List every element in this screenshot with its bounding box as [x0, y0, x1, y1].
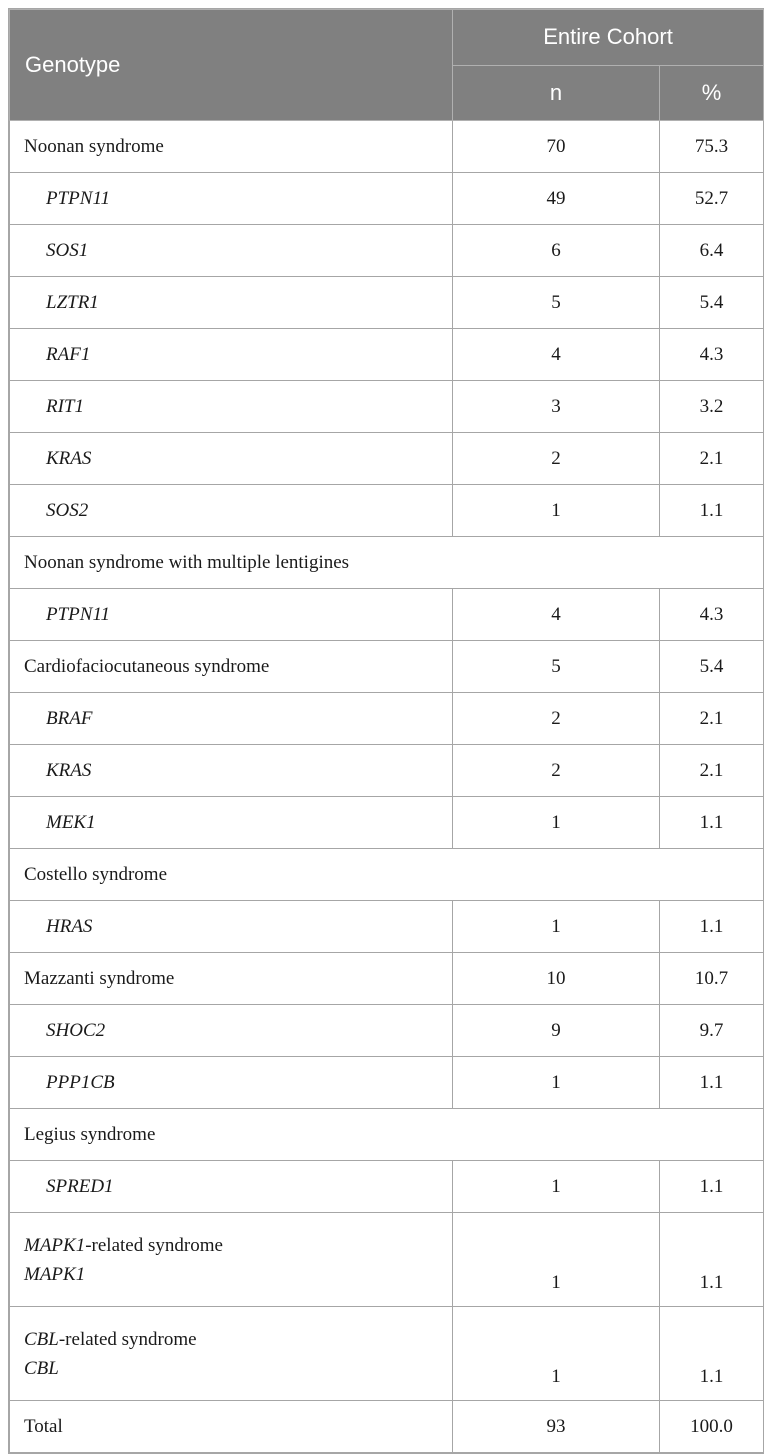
gene-label: SPRED1 [10, 1161, 453, 1213]
percent-cell: 1.1 [660, 485, 764, 537]
percent-cell: 100.0 [660, 1401, 764, 1453]
syndrome-gene-prefix: MAPK1 [24, 1234, 86, 1256]
gene-row [10, 381, 764, 433]
gene-row [10, 693, 764, 745]
gene-label: RIT1 [10, 381, 453, 433]
category-row [10, 121, 764, 173]
gene-label: CBL [24, 1357, 59, 1379]
count-cell: 93 [453, 1401, 660, 1453]
gene-label: HRAS [10, 901, 453, 953]
gene-row [10, 1057, 764, 1109]
count-cell: 5 [453, 641, 660, 693]
count-cell: 1 [453, 1057, 660, 1109]
gene-label: PTPN11 [10, 173, 453, 225]
gene-row [10, 173, 764, 225]
gene-row [10, 1161, 764, 1213]
gene-label: MEK1 [10, 797, 453, 849]
gene-row [10, 433, 764, 485]
percent-cell: 2.1 [660, 693, 764, 745]
gene-row [10, 277, 764, 329]
syndrome-label: Costello syndrome [10, 849, 764, 901]
percent-header: % [660, 65, 764, 121]
gene-label: RAF1 [10, 329, 453, 381]
gene-label: KRAS [10, 745, 453, 797]
genotype-table-frame [8, 8, 764, 1454]
category-row [10, 537, 764, 589]
count-cell: 70 [453, 121, 660, 173]
count-cell: 6 [453, 225, 660, 277]
category-row [10, 641, 764, 693]
syndrome-label: Noonan syndrome [10, 121, 453, 173]
percent-cell: 1.1 [660, 797, 764, 849]
percent-cell: 3.2 [660, 381, 764, 433]
gene-row [10, 225, 764, 277]
percent-cell: 1.1 [660, 1307, 764, 1401]
syndrome-label: Noonan syndrome with multiple lentigines [10, 537, 764, 589]
gene-row [10, 745, 764, 797]
syndrome-label: Cardiofaciocutaneous syndrome [10, 641, 453, 693]
genotype-header: Genotype [10, 10, 453, 121]
syndrome-label [24, 1325, 452, 1354]
percent-cell: 4.3 [660, 589, 764, 641]
syndrome-label: Mazzanti syndrome [10, 953, 453, 1005]
count-cell: 1 [453, 1213, 660, 1307]
gene-row [10, 589, 764, 641]
percent-cell: 1.1 [660, 1213, 764, 1307]
n-header: n [453, 65, 660, 121]
syndrome-suffix: -related syndrome [85, 1234, 223, 1256]
percent-cell: 1.1 [660, 1161, 764, 1213]
count-cell: 1 [453, 1307, 660, 1401]
gene-label: SHOC2 [10, 1005, 453, 1057]
count-cell: 2 [453, 433, 660, 485]
count-cell: 5 [453, 277, 660, 329]
count-cell: 1 [453, 1161, 660, 1213]
gene-label: BRAF [10, 693, 453, 745]
total-row [10, 1401, 764, 1453]
table-header [10, 10, 764, 121]
entire-cohort-header: Entire Cohort [453, 10, 764, 66]
count-cell: 2 [453, 693, 660, 745]
percent-cell: 52.7 [660, 173, 764, 225]
percent-cell: 10.7 [660, 953, 764, 1005]
category-row [10, 1109, 764, 1161]
gene-row [10, 797, 764, 849]
syndrome-label: Legius syndrome [10, 1109, 764, 1161]
percent-cell: 5.4 [660, 277, 764, 329]
percent-cell: 1.1 [660, 901, 764, 953]
genotype-table [9, 9, 764, 1453]
count-cell: 49 [453, 173, 660, 225]
gene-row [10, 1005, 764, 1057]
count-cell: 2 [453, 745, 660, 797]
gene-label: PPP1CB [10, 1057, 453, 1109]
percent-cell: 2.1 [660, 745, 764, 797]
count-cell: 4 [453, 589, 660, 641]
gene-label: MAPK1 [24, 1263, 86, 1285]
percent-cell: 2.1 [660, 433, 764, 485]
percent-cell: 1.1 [660, 1057, 764, 1109]
syndrome-gene-row [10, 1213, 764, 1307]
syndrome-suffix: -related syndrome [58, 1328, 197, 1350]
syndrome-gene-cell [10, 1213, 453, 1307]
count-cell: 3 [453, 381, 660, 433]
percent-cell: 5.4 [660, 641, 764, 693]
syndrome-gene-row [10, 1307, 764, 1401]
syndrome-label [24, 1231, 452, 1260]
count-cell: 1 [453, 901, 660, 953]
syndrome-gene-cell [10, 1307, 453, 1401]
gene-label: KRAS [10, 433, 453, 485]
percent-cell: 6.4 [660, 225, 764, 277]
count-cell: 10 [453, 953, 660, 1005]
count-cell: 1 [453, 485, 660, 537]
gene-label: SOS1 [10, 225, 453, 277]
category-row [10, 953, 764, 1005]
syndrome-gene-prefix: CBL [24, 1328, 59, 1350]
gene-row [10, 329, 764, 381]
table-body [10, 121, 764, 1453]
percent-cell: 9.7 [660, 1005, 764, 1057]
gene-label: PTPN11 [10, 589, 453, 641]
gene-label: LZTR1 [10, 277, 453, 329]
count-cell: 9 [453, 1005, 660, 1057]
category-row [10, 849, 764, 901]
count-cell: 1 [453, 797, 660, 849]
percent-cell: 4.3 [660, 329, 764, 381]
gene-label: SOS2 [10, 485, 453, 537]
gene-row [10, 485, 764, 537]
gene-row [10, 901, 764, 953]
count-cell: 4 [453, 329, 660, 381]
total-label: Total [10, 1401, 453, 1453]
percent-cell: 75.3 [660, 121, 764, 173]
